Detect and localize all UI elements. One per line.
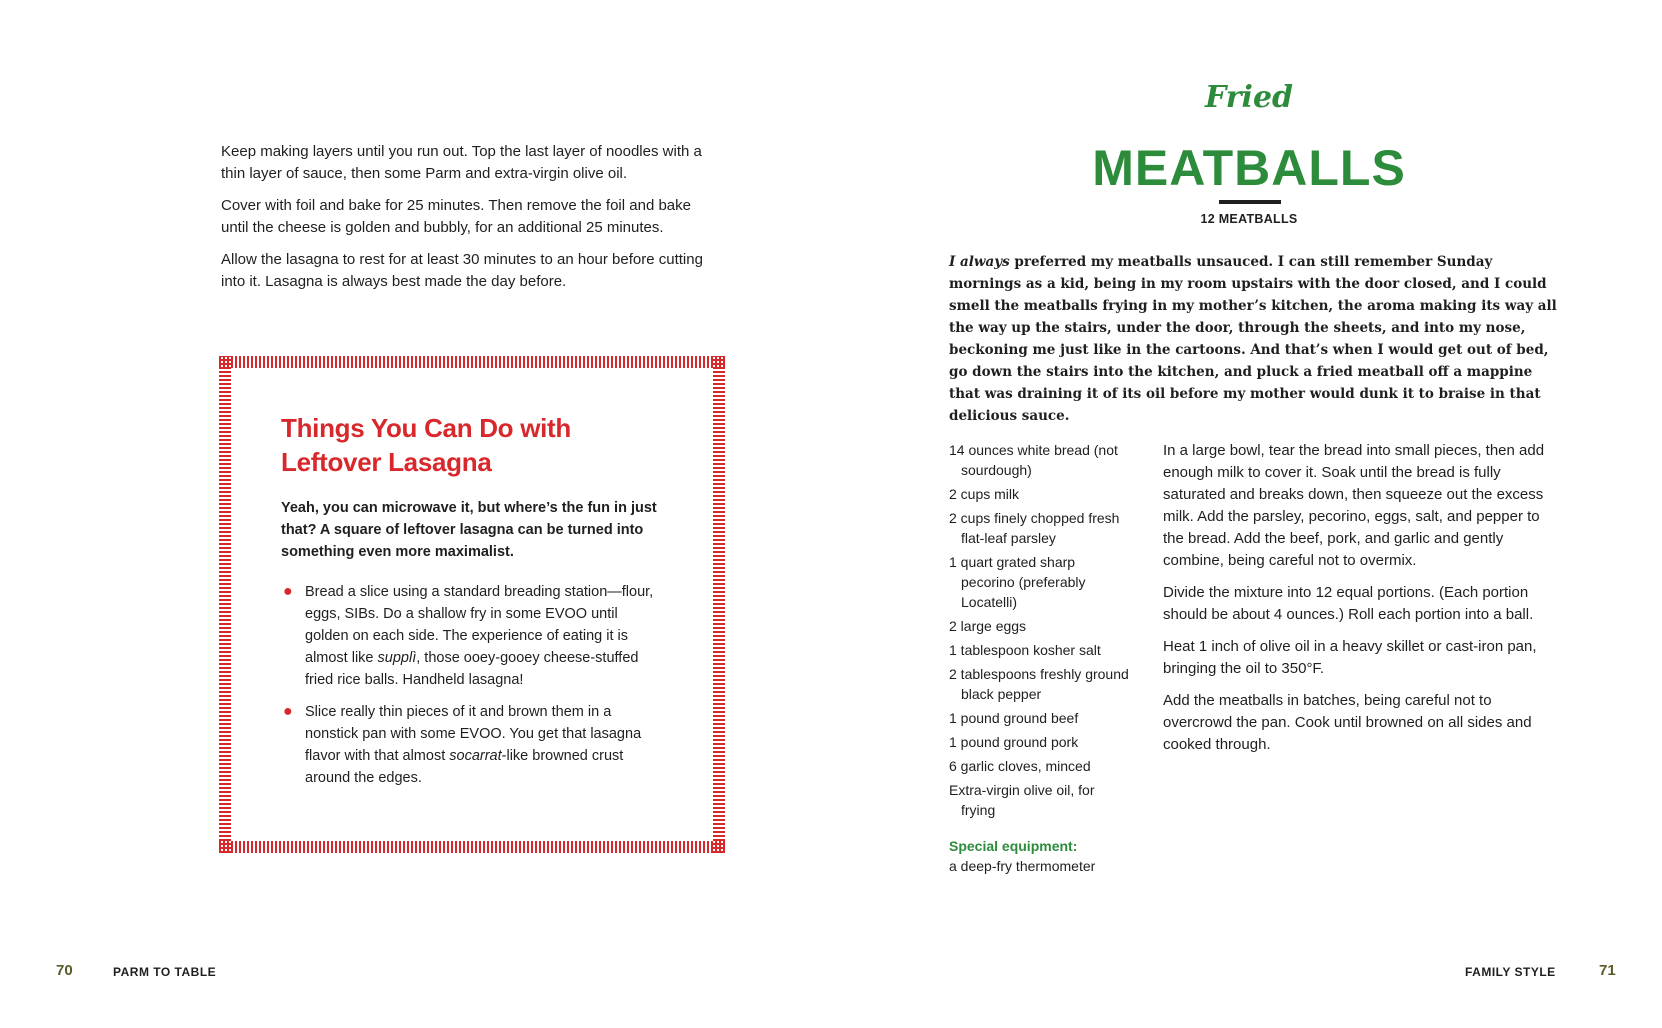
bullet-text: , those ooey-gooey cheese-stuffed fried rice balls. Handheld lasagna! <box>305 650 639 688</box>
ingredient-item: 2 cups milk <box>949 486 1020 502</box>
recipe-title: MEATBALLS <box>1092 140 1406 196</box>
ingredient-item: Extra-virgin olive oil, for frying <box>949 782 1095 818</box>
bullet-dot-icon: ● <box>283 583 293 600</box>
method-step: Heat 1 inch of olive oil in a heavy skillet or cast-iron pan, bringing the oil to 350°F. <box>1163 638 1537 677</box>
page-number-right: 71 <box>1599 962 1616 979</box>
ingredient-item: 2 cups finely chopped fresh flat-leaf parsley <box>949 510 1120 546</box>
title-divider <box>1219 200 1281 204</box>
method-step: Add the meatballs in batches, being careful not to overcrowd the pan. Cook until browned on all sides and cooked through. <box>1163 692 1532 753</box>
intro-paragraph: Cover with foil and bake for 25 minutes. Then remove the foil and bake until the cheese is golden and bubbly, for an additional 25 minutes. <box>221 197 691 236</box>
striped-border-top <box>219 356 725 368</box>
recipe-kicker: Fried <box>1204 80 1294 115</box>
ingredient-item: 1 pound ground pork <box>949 734 1079 750</box>
running-head-left: PARM TO TABLE <box>113 965 217 979</box>
bullet-emphasis: supplì <box>377 650 417 666</box>
recipe-yield: 12 MEATBALLS <box>1200 212 1298 226</box>
recipe-headnote <box>949 251 1559 427</box>
sidebar-bullet-item <box>281 581 661 691</box>
intro-paragraph: Keep making layers until you run out. Top the last layer of noodles with a thin layer of sauce, then some Parm and extra-virgin olive oil. <box>221 143 702 182</box>
bullet-dot-icon: ● <box>283 703 293 720</box>
ingredient-list <box>949 440 1129 824</box>
ingredient-item: 2 large eggs <box>949 618 1027 634</box>
method-step: Divide the mixture into 12 equal portions. (Each portion should be about 4 ounces.) Roll each portion into a ball. <box>1163 584 1534 623</box>
headnote-text: preferred my meatballs unsauced. I can still remember Sunday mornings as a kid, being in my room upstairs with the door closed, and I could smell the meatballs frying in my mother’s kitchen, the aroma making its way all the way up the stairs, under the door, through the sheets, and into my nose, beckoning me just like in the cartoons. And that’s when I would get out of bed, go down the stairs into the kitchen, and pluck a fried meatball off a mappine that was draining it of its oil before my mother would dunk it to braise in that delicious sauce. <box>949 254 1557 424</box>
special-equipment-item: a deep-fry thermometer <box>949 858 1096 874</box>
bullet-text: Bread a slice using a standard breading station—flour, eggs, SIBs. Do a shallow fry in some EVOO until golden on each side. The experience of eating it is almost like <box>305 584 654 666</box>
ingredient-item: 2 tablespoons freshly ground black pepper <box>949 666 1129 702</box>
right-page <box>831 0 1662 1028</box>
ingredient-item: 1 tablespoon kosher salt <box>949 642 1101 658</box>
ingredient-item: 1 quart grated sharp pecorino (preferably Locatelli) <box>949 554 1086 610</box>
ingredient-item: 6 garlic cloves, minced <box>949 758 1091 774</box>
special-equipment-label: Special equipment: <box>949 838 1078 854</box>
ingredient-item: 1 pound ground beef <box>949 710 1079 726</box>
intro-text <box>221 141 721 303</box>
sidebar-bullet-list <box>281 581 661 799</box>
bullet-text: Slice really thin pieces of it and brown them in a nonstick pan with some EVOO. You get that lasagna flavor with that almost <box>305 704 642 764</box>
sidebar-bullet-item <box>281 701 661 789</box>
sidebar-title: Things You Can Do with Leftover Lasagna <box>281 413 571 477</box>
leftover-lasagna-sidebar <box>219 356 725 853</box>
striped-border-left <box>219 356 231 853</box>
striped-border-right <box>713 356 725 853</box>
striped-border-bottom <box>219 841 725 853</box>
intro-paragraph: Allow the lasagna to rest for at least 30 minutes to an hour before cutting into it. Lasagna is always best made the day before. <box>221 251 703 290</box>
bullet-text: -like browned crust around the edges. <box>305 748 624 786</box>
running-head-right: FAMILY STYLE <box>1465 965 1556 979</box>
method-steps <box>1163 440 1563 766</box>
bullet-emphasis: socarrat <box>449 748 502 764</box>
method-step: In a large bowl, tear the bread into small pieces, then add enough milk to cover it. Soak until the bread is fully saturated and breaks down, then squeeze out the excess milk. Add the parsley, pecorino, eggs, salt, and pepper to the bread. Add the beef, pork, and garlic and gently combine, being careful not to overmix. <box>1163 442 1545 569</box>
ingredient-item: 14 ounces white bread (not sourdough) <box>949 442 1118 478</box>
headnote-lead-in: I always <box>949 254 1010 270</box>
special-equipment <box>949 836 1149 876</box>
page-number-left: 70 <box>56 962 73 979</box>
sidebar-lead: Yeah, you can microwave it, but where’s the fun in just that? A square of leftover lasagna can be turned into something even more maximalist. <box>281 500 657 560</box>
